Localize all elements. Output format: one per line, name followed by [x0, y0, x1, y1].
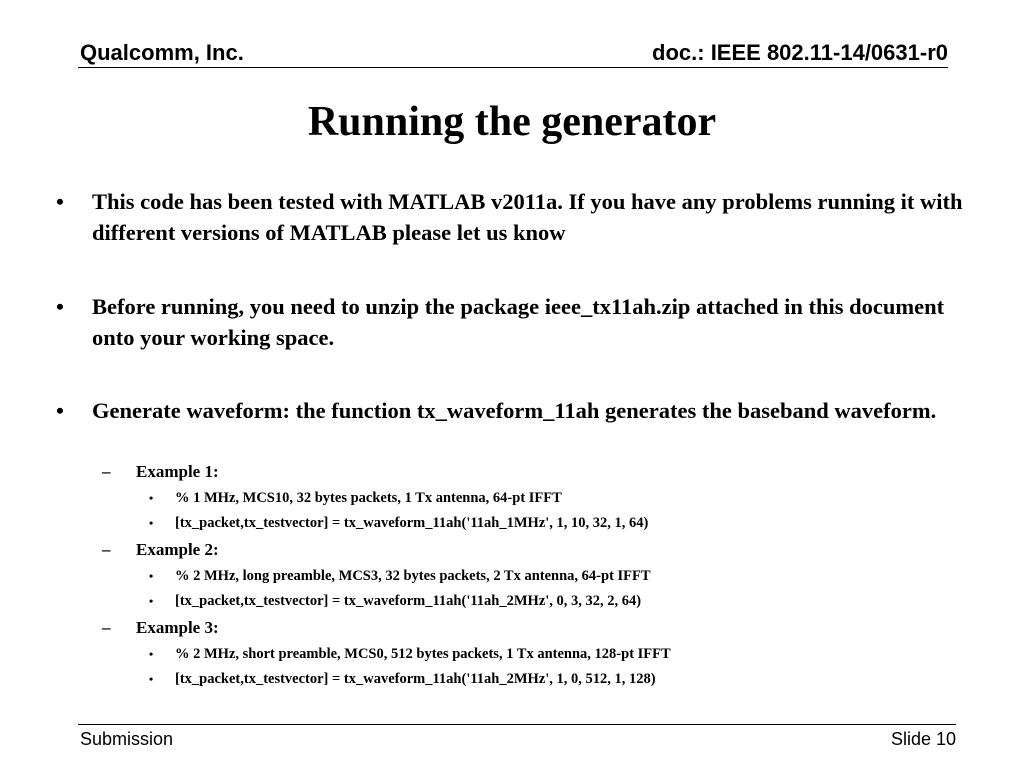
dash-icon: – — [102, 618, 111, 637]
bullet-item — [56, 395, 972, 426]
bullet-text: This code has been tested with MATLAB v2011a. If you have any problems running it with different versions of MATLAB please let us know — [92, 189, 963, 245]
example-heading — [102, 462, 219, 482]
slide-title: Running the generator — [307, 99, 717, 145]
dash-icon: – — [102, 540, 111, 559]
header-company: Qualcomm, Inc. — [80, 40, 244, 65]
example-comment: % 1 MHz, MCS10, 32 bytes packets, 1 Tx antenna, 64-pt IFFT — [175, 490, 562, 506]
example-comment: % 2 MHz, long preamble, MCS3, 32 bytes packets, 2 Tx antenna, 64-pt IFFT — [175, 568, 651, 584]
dash-icon: – — [102, 462, 111, 481]
example-code: [tx_packet,tx_testvector] = tx_waveform_11ah('11ah_2MHz', 0, 3, 32, 2, 64) — [175, 593, 642, 609]
bullet-icon: • — [149, 491, 154, 505]
bullet-text: Generate waveform: the function tx_waveform_11ah generates the baseband waveform. — [92, 398, 937, 423]
example-code: [tx_packet,tx_testvector] = tx_waveform_11ah('11ah_2MHz', 1, 0, 512, 1, 128) — [175, 671, 656, 687]
header-doc-id: doc.: IEEE 802.11-14/0631-r0 — [652, 40, 948, 65]
example-heading — [102, 540, 219, 560]
bullet-icon: • — [149, 594, 154, 608]
example-label: Example 1: — [136, 462, 219, 481]
footer-divider — [78, 724, 956, 725]
header-divider — [78, 67, 948, 68]
bullet-icon: • — [149, 516, 154, 530]
example-line — [149, 670, 656, 688]
bullet-icon: • — [149, 672, 154, 686]
example-label: Example 2: — [136, 540, 219, 559]
example-line — [149, 514, 649, 532]
footer-submission: Submission — [80, 729, 174, 749]
example-line — [149, 645, 671, 663]
bullet-text: Before running, you need to unzip the package ieee_tx11ah.zip attached in this document onto your working space. — [92, 294, 945, 350]
slide-number: Slide 10 — [890, 729, 956, 749]
example-comment: % 2 MHz, short preamble, MCS0, 512 bytes packets, 1 Tx antenna, 128-pt IFFT — [175, 646, 671, 662]
bullet-icon: • — [56, 294, 64, 319]
example-heading — [102, 618, 219, 638]
bullet-icon: • — [56, 398, 64, 423]
example-label: Example 3: — [136, 618, 219, 637]
example-line — [149, 489, 562, 507]
bullet-icon: • — [56, 189, 64, 214]
bullet-icon: • — [149, 569, 154, 583]
example-code: [tx_packet,tx_testvector] = tx_waveform_11ah('11ah_1MHz', 1, 10, 32, 1, 64) — [175, 515, 649, 531]
bullet-item — [56, 291, 972, 353]
example-line — [149, 567, 651, 585]
example-line — [149, 592, 642, 610]
bullet-item — [56, 186, 972, 248]
bullet-icon: • — [149, 647, 154, 661]
